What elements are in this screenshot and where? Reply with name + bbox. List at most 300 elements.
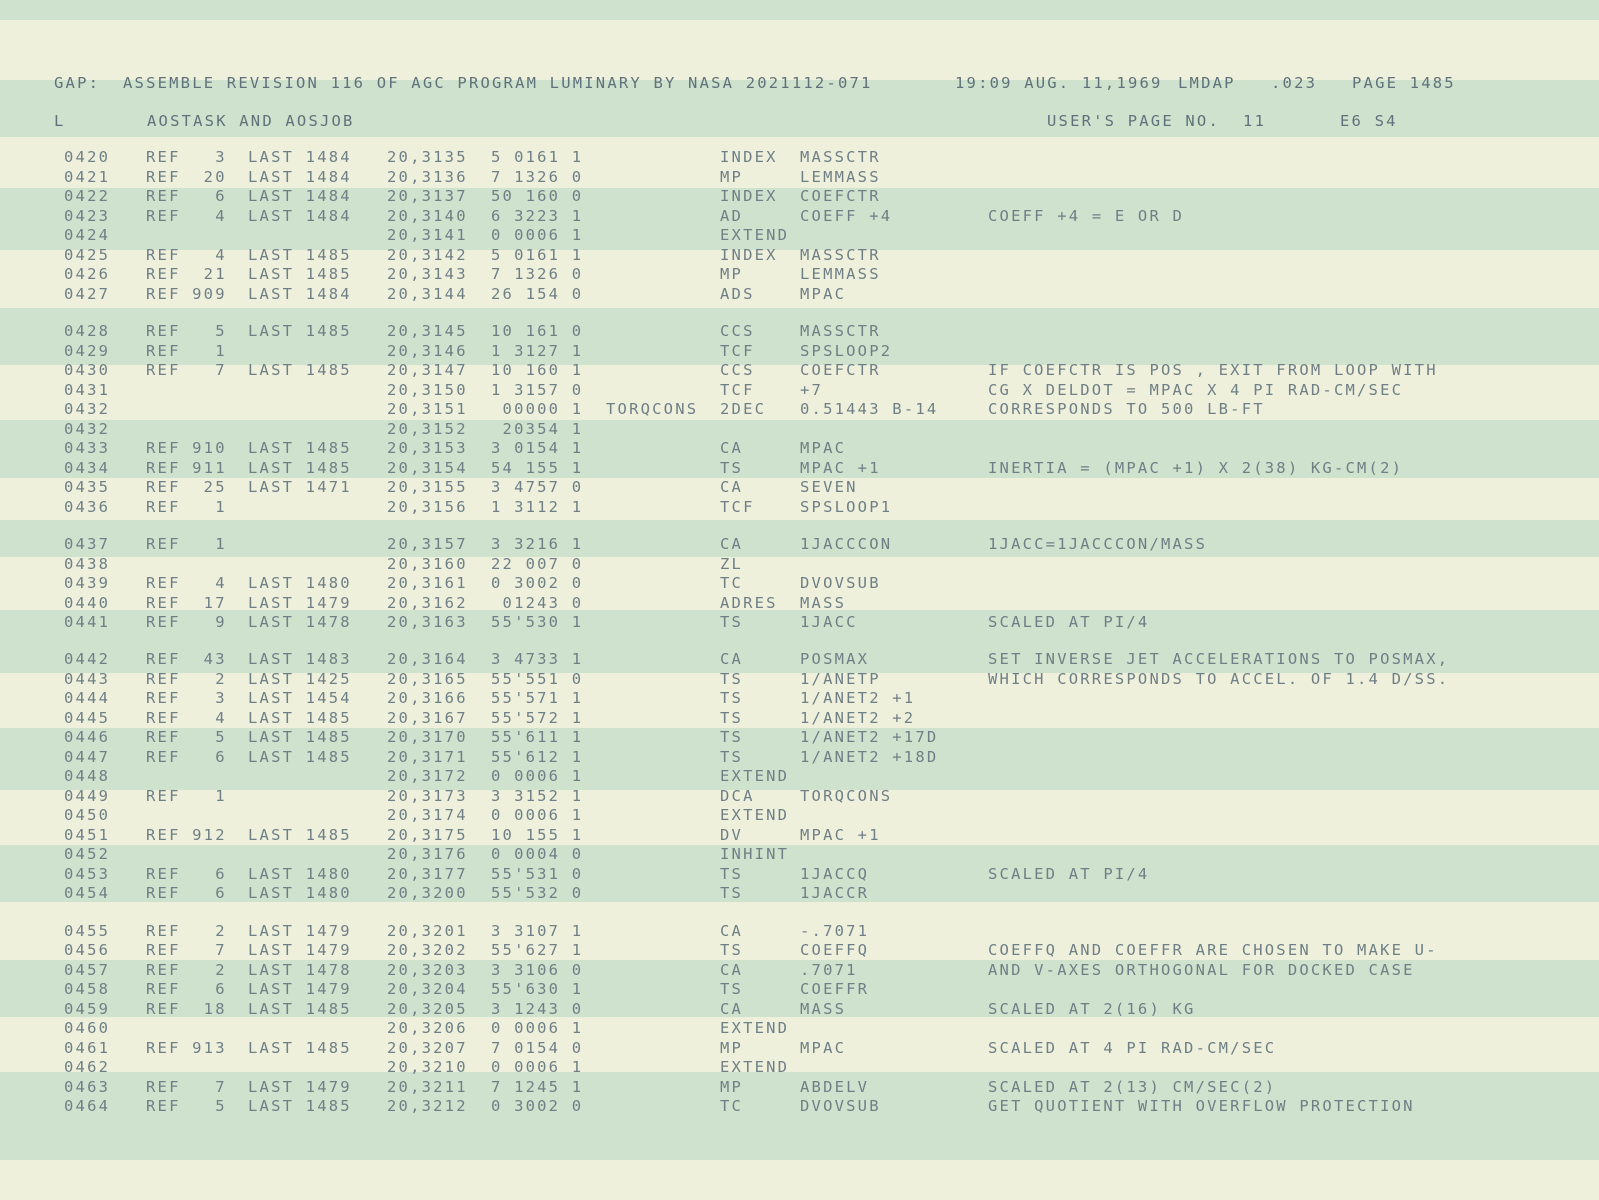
operand: COEFFQ — [800, 941, 870, 959]
address: 20,3157 — [387, 535, 468, 553]
last-page-ref: LAST 1480 — [248, 865, 352, 883]
operand: 1/ANET2 +17D — [800, 728, 939, 746]
operand: MPAC — [800, 439, 847, 457]
line-number: 0448 — [64, 767, 111, 785]
octal-code: 3 3106 0 — [491, 961, 584, 979]
line-number: 0429 — [64, 342, 111, 360]
opcode: CA — [720, 1000, 744, 1018]
address: 20,3136 — [387, 168, 468, 186]
comment: AND V-AXES ORTHOGONAL FOR DOCKED CASE — [988, 961, 1415, 979]
ref-count: REF 4 — [146, 709, 227, 727]
ref-count: REF 909 — [146, 285, 227, 303]
octal-code: 1 3112 1 — [491, 498, 584, 516]
operand: 1JACCQ — [800, 865, 870, 883]
opcode: 2DEC — [720, 400, 767, 418]
last-page-ref: LAST 1485 — [248, 246, 352, 264]
opcode: TC — [720, 574, 744, 592]
operand: SEVEN — [800, 478, 858, 496]
last-page-ref: LAST 1479 — [248, 980, 352, 998]
address: 20,3204 — [387, 980, 468, 998]
address: 20,3203 — [387, 961, 468, 979]
comment: SCALED AT 2(16) KG — [988, 1000, 1196, 1018]
line-number: 0425 — [64, 246, 111, 264]
opcode: INDEX — [720, 246, 778, 264]
address: 20,3145 — [387, 322, 468, 340]
operand: MPAC — [800, 1039, 847, 1057]
line-number: 0422 — [64, 187, 111, 205]
operand: LEMMASS — [800, 168, 881, 186]
opcode: EXTEND — [720, 226, 790, 244]
line-number: 0464 — [64, 1097, 111, 1115]
operand: 0.51443 B-14 — [800, 400, 939, 418]
opcode: TS — [720, 941, 744, 959]
ref-count: REF 7 — [146, 361, 227, 379]
octal-code: 10 160 1 — [491, 361, 584, 379]
address: 20,3174 — [387, 806, 468, 824]
ref-count: REF 25 — [146, 478, 227, 496]
last-page-ref: LAST 1485 — [248, 1097, 352, 1115]
opcode: TS — [720, 748, 744, 766]
ref-count: REF 2 — [146, 961, 227, 979]
last-page-ref: LAST 1485 — [248, 459, 352, 477]
octal-code: 00000 1 — [491, 400, 584, 418]
address: 20,3143 — [387, 265, 468, 283]
opcode: CA — [720, 478, 744, 496]
opcode: TC — [720, 1097, 744, 1115]
line-number: 0420 — [64, 148, 111, 166]
opcode: EXTEND — [720, 767, 790, 785]
octal-code: 55'630 1 — [491, 980, 584, 998]
line-number: 0444 — [64, 689, 111, 707]
comment: CORRESPONDS TO 500 LB-FT — [988, 400, 1265, 418]
line-number: 0455 — [64, 922, 111, 940]
operand: +7 — [800, 381, 824, 399]
operand: 1JACCR — [800, 884, 870, 902]
address: 20,3165 — [387, 670, 468, 688]
octal-code: 0 0006 1 — [491, 1058, 584, 1076]
opcode: TS — [720, 865, 744, 883]
comment: GET QUOTIENT WITH OVERFLOW PROTECTION — [988, 1097, 1415, 1115]
ref-count: REF 2 — [146, 922, 227, 940]
line-number: 0446 — [64, 728, 111, 746]
address: 20,3137 — [387, 187, 468, 205]
address: 20,3206 — [387, 1019, 468, 1037]
line-number: 0443 — [64, 670, 111, 688]
opcode: EXTEND — [720, 1058, 790, 1076]
address: 20,3142 — [387, 246, 468, 264]
operand: DVOVSUB — [800, 574, 881, 592]
opcode: TS — [720, 613, 744, 631]
opcode: INHINT — [720, 845, 790, 863]
opcode: EXTEND — [720, 806, 790, 824]
section-title: AOSTASK AND AOSJOB — [147, 112, 355, 130]
line-number: 0453 — [64, 865, 111, 883]
operand: MASSCTR — [800, 246, 881, 264]
opcode: TCF — [720, 381, 755, 399]
opcode: ADRES — [720, 594, 778, 612]
comment: SCALED AT PI/4 — [988, 865, 1150, 883]
address: 20,3167 — [387, 709, 468, 727]
opcode: MP — [720, 265, 744, 283]
last-page-ref: LAST 1485 — [248, 728, 352, 746]
address: 20,3152 — [387, 420, 468, 438]
operand: LEMMASS — [800, 265, 881, 283]
address: 20,3155 — [387, 478, 468, 496]
address: 20,3200 — [387, 884, 468, 902]
page-reference: E6 S4 — [1340, 112, 1398, 130]
octal-code: 55'530 1 — [491, 613, 584, 631]
assembly-title: ASSEMBLE REVISION 116 OF AGC PROGRAM LUMINARY BY NASA 2021112-071 — [123, 74, 873, 92]
operand: MASSCTR — [800, 148, 881, 166]
last-page-ref: LAST 1454 — [248, 689, 352, 707]
opcode: CA — [720, 650, 744, 668]
octal-code: 55'572 1 — [491, 709, 584, 727]
operand: COEFCTR — [800, 361, 881, 379]
operand: 1/ANET2 +18D — [800, 748, 939, 766]
octal-code: 0 0006 1 — [491, 806, 584, 824]
line-number: 0445 — [64, 709, 111, 727]
ref-count: REF 20 — [146, 168, 227, 186]
address: 20,3162 — [387, 594, 468, 612]
ref-count: REF 3 — [146, 689, 227, 707]
opcode: TS — [720, 670, 744, 688]
operand: MASSCTR — [800, 322, 881, 340]
address: 20,3151 — [387, 400, 468, 418]
octal-code: 0 3002 0 — [491, 574, 584, 592]
line-number: 0440 — [64, 594, 111, 612]
ref-count: REF 911 — [146, 459, 227, 477]
line-number: 0459 — [64, 1000, 111, 1018]
octal-code: 3 4733 1 — [491, 650, 584, 668]
operand: SPSLOOP2 — [800, 342, 893, 360]
octal-code: 1 3157 0 — [491, 381, 584, 399]
operand: 1/ANET2 +1 — [800, 689, 916, 707]
octal-code: 3 0154 1 — [491, 439, 584, 457]
line-number: 0438 — [64, 555, 111, 573]
octal-code: 7 0154 0 — [491, 1039, 584, 1057]
comment: SCALED AT PI/4 — [988, 613, 1150, 631]
operand: MASS — [800, 594, 847, 612]
operand: MPAC +1 — [800, 459, 881, 477]
operand: MPAC — [800, 285, 847, 303]
operand: 1/ANET2 +2 — [800, 709, 916, 727]
line-number: 0434 — [64, 459, 111, 477]
line-number: 0439 — [64, 574, 111, 592]
address: 20,3154 — [387, 459, 468, 477]
ref-count: REF 1 — [146, 787, 227, 805]
line-number: 0460 — [64, 1019, 111, 1037]
address: 20,3163 — [387, 613, 468, 631]
address: 20,3207 — [387, 1039, 468, 1057]
line-number: 0423 — [64, 207, 111, 225]
octal-code: 55'531 0 — [491, 865, 584, 883]
opcode: TS — [720, 459, 744, 477]
assembly-datetime: 19:09 AUG. 11,1969 — [955, 74, 1163, 92]
opcode: CA — [720, 961, 744, 979]
operand: COEFCTR — [800, 187, 881, 205]
comment: INERTIA = (MPAC +1) X 2(38) KG-CM(2) — [988, 459, 1404, 477]
ref-count: REF 4 — [146, 574, 227, 592]
octal-code: 55'627 1 — [491, 941, 584, 959]
line-number: 0458 — [64, 980, 111, 998]
operand: DVOVSUB — [800, 1097, 881, 1115]
line-number: 0456 — [64, 941, 111, 959]
line-number: 0421 — [64, 168, 111, 186]
address: 20,3201 — [387, 922, 468, 940]
ref-count: REF 43 — [146, 650, 227, 668]
ref-count: REF 18 — [146, 1000, 227, 1018]
opcode: CA — [720, 439, 744, 457]
ref-count: REF 21 — [146, 265, 227, 283]
line-number: 0449 — [64, 787, 111, 805]
octal-code: 6 3223 1 — [491, 207, 584, 225]
octal-code: 0 0006 1 — [491, 226, 584, 244]
address: 20,3202 — [387, 941, 468, 959]
operand: POSMAX — [800, 650, 870, 668]
octal-code: 55'611 1 — [491, 728, 584, 746]
octal-code: 10 161 0 — [491, 322, 584, 340]
address: 20,3161 — [387, 574, 468, 592]
ref-count: REF 3 — [146, 148, 227, 166]
ref-count: REF 5 — [146, 1097, 227, 1115]
ref-count: REF 1 — [146, 535, 227, 553]
octal-code: 3 4757 0 — [491, 478, 584, 496]
opcode: INDEX — [720, 148, 778, 166]
operand: 1JACCCON — [800, 535, 893, 553]
address: 20,3164 — [387, 650, 468, 668]
address: 20,3211 — [387, 1078, 468, 1096]
operand: 1JACC — [800, 613, 858, 631]
opcode: CA — [720, 922, 744, 940]
comment: SCALED AT 2(13) CM/SEC(2) — [988, 1078, 1277, 1096]
last-page-ref: LAST 1485 — [248, 748, 352, 766]
address: 20,3171 — [387, 748, 468, 766]
line-number: 0447 — [64, 748, 111, 766]
octal-code: 0 0006 1 — [491, 767, 584, 785]
line-number: 0426 — [64, 265, 111, 283]
last-page-ref: LAST 1485 — [248, 1000, 352, 1018]
line-number: 0436 — [64, 498, 111, 516]
last-page-ref: LAST 1485 — [248, 1039, 352, 1057]
address: 20,3156 — [387, 498, 468, 516]
octal-code: 3 1243 0 — [491, 1000, 584, 1018]
opcode: TCF — [720, 498, 755, 516]
label: TORQCONS — [606, 400, 699, 418]
ref-count: REF 9 — [146, 613, 227, 631]
last-page-ref: LAST 1484 — [248, 187, 352, 205]
line-number: 0442 — [64, 650, 111, 668]
last-page-ref: LAST 1479 — [248, 922, 352, 940]
octal-code: 54 155 1 — [491, 459, 584, 477]
opcode: MP — [720, 1078, 744, 1096]
address: 20,3210 — [387, 1058, 468, 1076]
opcode: CA — [720, 535, 744, 553]
ref-count: REF 6 — [146, 865, 227, 883]
line-number: 0427 — [64, 285, 111, 303]
gap-label: GAP: — [54, 74, 101, 92]
octal-code: 3 3107 1 — [491, 922, 584, 940]
last-page-ref: LAST 1425 — [248, 670, 352, 688]
address: 20,3140 — [387, 207, 468, 225]
line-number: 0462 — [64, 1058, 111, 1076]
last-page-ref: LAST 1485 — [248, 322, 352, 340]
line-number: 0433 — [64, 439, 111, 457]
operand: TORQCONS — [800, 787, 893, 805]
last-page-ref: LAST 1484 — [248, 148, 352, 166]
opcode: TS — [720, 728, 744, 746]
opcode: TS — [720, 709, 744, 727]
address: 20,3172 — [387, 767, 468, 785]
comment: SET INVERSE JET ACCELERATIONS TO POSMAX, — [988, 650, 1450, 668]
line-number: 0450 — [64, 806, 111, 824]
last-page-ref: LAST 1478 — [248, 961, 352, 979]
line-number: 0435 — [64, 478, 111, 496]
octal-code: 5 0161 1 — [491, 246, 584, 264]
comment: IF COEFCTR IS POS , EXIT FROM LOOP WITH — [988, 361, 1438, 379]
last-page-ref: LAST 1485 — [248, 361, 352, 379]
opcode: AD — [720, 207, 744, 225]
ref-count: REF 6 — [146, 884, 227, 902]
last-page-ref: LAST 1484 — [248, 207, 352, 225]
page-number: PAGE 1485 — [1352, 74, 1456, 92]
octal-code: 26 154 0 — [491, 285, 584, 303]
ref-count: REF 6 — [146, 980, 227, 998]
ref-count: REF 17 — [146, 594, 227, 612]
octal-code: 55'551 0 — [491, 670, 584, 688]
last-page-ref: LAST 1485 — [248, 826, 352, 844]
address: 20,3173 — [387, 787, 468, 805]
address: 20,3176 — [387, 845, 468, 863]
ref-count: REF 6 — [146, 187, 227, 205]
opcode: MP — [720, 168, 744, 186]
line-number: 0424 — [64, 226, 111, 244]
last-page-ref: LAST 1480 — [248, 574, 352, 592]
ref-count: REF 1 — [146, 498, 227, 516]
opcode: TS — [720, 980, 744, 998]
octal-code: 55'571 1 — [491, 689, 584, 707]
last-page-ref: LAST 1484 — [248, 285, 352, 303]
last-page-ref: LAST 1471 — [248, 478, 352, 496]
ref-count: REF 1 — [146, 342, 227, 360]
opcode: CCS — [720, 361, 755, 379]
octal-code: 22 007 0 — [491, 555, 584, 573]
opcode: CCS — [720, 322, 755, 340]
operand: COEFFR — [800, 980, 870, 998]
address: 20,3147 — [387, 361, 468, 379]
address: 20,3141 — [387, 226, 468, 244]
last-page-ref: LAST 1478 — [248, 613, 352, 631]
ref-count: REF 7 — [146, 1078, 227, 1096]
ref-count: REF 913 — [146, 1039, 227, 1057]
line-number: 0432 — [64, 400, 111, 418]
operand: -.7071 — [800, 922, 870, 940]
last-page-ref: LAST 1479 — [248, 941, 352, 959]
operand: COEFF +4 — [800, 207, 893, 225]
opcode: TS — [720, 884, 744, 902]
octal-code: 0 0004 0 — [491, 845, 584, 863]
last-page-ref: LAST 1485 — [248, 265, 352, 283]
line-number: 0430 — [64, 361, 111, 379]
octal-code: 7 1326 0 — [491, 168, 584, 186]
octal-code: 0 3002 0 — [491, 1097, 584, 1115]
address: 20,3146 — [387, 342, 468, 360]
line-number: 0441 — [64, 613, 111, 631]
opcode: INDEX — [720, 187, 778, 205]
last-page-ref: LAST 1479 — [248, 594, 352, 612]
line-number: 0432 — [64, 420, 111, 438]
operand: MASS — [800, 1000, 847, 1018]
last-page-ref: LAST 1485 — [248, 439, 352, 457]
comment: COEFFQ AND COEFFR ARE CHOSEN TO MAKE U- — [988, 941, 1438, 959]
ref-count: REF 4 — [146, 246, 227, 264]
octal-code: 7 1326 0 — [491, 265, 584, 283]
last-page-ref: LAST 1480 — [248, 884, 352, 902]
ref-count: REF 2 — [146, 670, 227, 688]
operand: SPSLOOP1 — [800, 498, 893, 516]
octal-code: 20354 1 — [491, 420, 584, 438]
comment: COEFF +4 = E OR D — [988, 207, 1185, 225]
opcode: ADS — [720, 285, 755, 303]
user-page-number: USER'S PAGE NO. 11 — [1047, 112, 1267, 130]
program-code: .023 — [1271, 74, 1318, 92]
opcode: MP — [720, 1039, 744, 1057]
octal-code: 55'532 0 — [491, 884, 584, 902]
comment: WHICH CORRESPONDS TO ACCEL. OF 1.4 D/SS. — [988, 670, 1450, 688]
opcode: ZL — [720, 555, 744, 573]
line-number: 0452 — [64, 845, 111, 863]
ref-count: REF 4 — [146, 207, 227, 225]
octal-code: 50 160 0 — [491, 187, 584, 205]
opcode: DV — [720, 826, 744, 844]
listing-mark: L — [54, 112, 66, 130]
line-number: 0431 — [64, 381, 111, 399]
address: 20,3150 — [387, 381, 468, 399]
address: 20,3212 — [387, 1097, 468, 1115]
line-number: 0451 — [64, 826, 111, 844]
ref-count: REF 910 — [146, 439, 227, 457]
line-number: 0457 — [64, 961, 111, 979]
ref-count: REF 6 — [146, 748, 227, 766]
octal-code: 5 0161 1 — [491, 148, 584, 166]
comment: CG X DELDOT = MPAC X 4 PI RAD-CM/SEC — [988, 381, 1404, 399]
comment: 1JACC=1JACCCON/MASS — [988, 535, 1208, 553]
operand: MPAC +1 — [800, 826, 881, 844]
octal-code: 3 3216 1 — [491, 535, 584, 553]
last-page-ref: LAST 1485 — [248, 709, 352, 727]
operand: 1/ANETP — [800, 670, 881, 688]
octal-code: 3 3152 1 — [491, 787, 584, 805]
address: 20,3170 — [387, 728, 468, 746]
line-number: 0428 — [64, 322, 111, 340]
address: 20,3135 — [387, 148, 468, 166]
line-number: 0461 — [64, 1039, 111, 1057]
program-name: LMDAP — [1178, 74, 1236, 92]
address: 20,3177 — [387, 865, 468, 883]
octal-code: 55'612 1 — [491, 748, 584, 766]
last-page-ref: LAST 1479 — [248, 1078, 352, 1096]
line-number: 0454 — [64, 884, 111, 902]
ref-count: REF 5 — [146, 728, 227, 746]
octal-code: 10 155 1 — [491, 826, 584, 844]
octal-code: 1 3127 1 — [491, 342, 584, 360]
ref-count: REF 5 — [146, 322, 227, 340]
operand: .7071 — [800, 961, 858, 979]
ref-count: REF 912 — [146, 826, 227, 844]
opcode: DCA — [720, 787, 755, 805]
last-page-ref: LAST 1483 — [248, 650, 352, 668]
comment: SCALED AT 4 PI RAD-CM/SEC — [988, 1039, 1277, 1057]
address: 20,3160 — [387, 555, 468, 573]
